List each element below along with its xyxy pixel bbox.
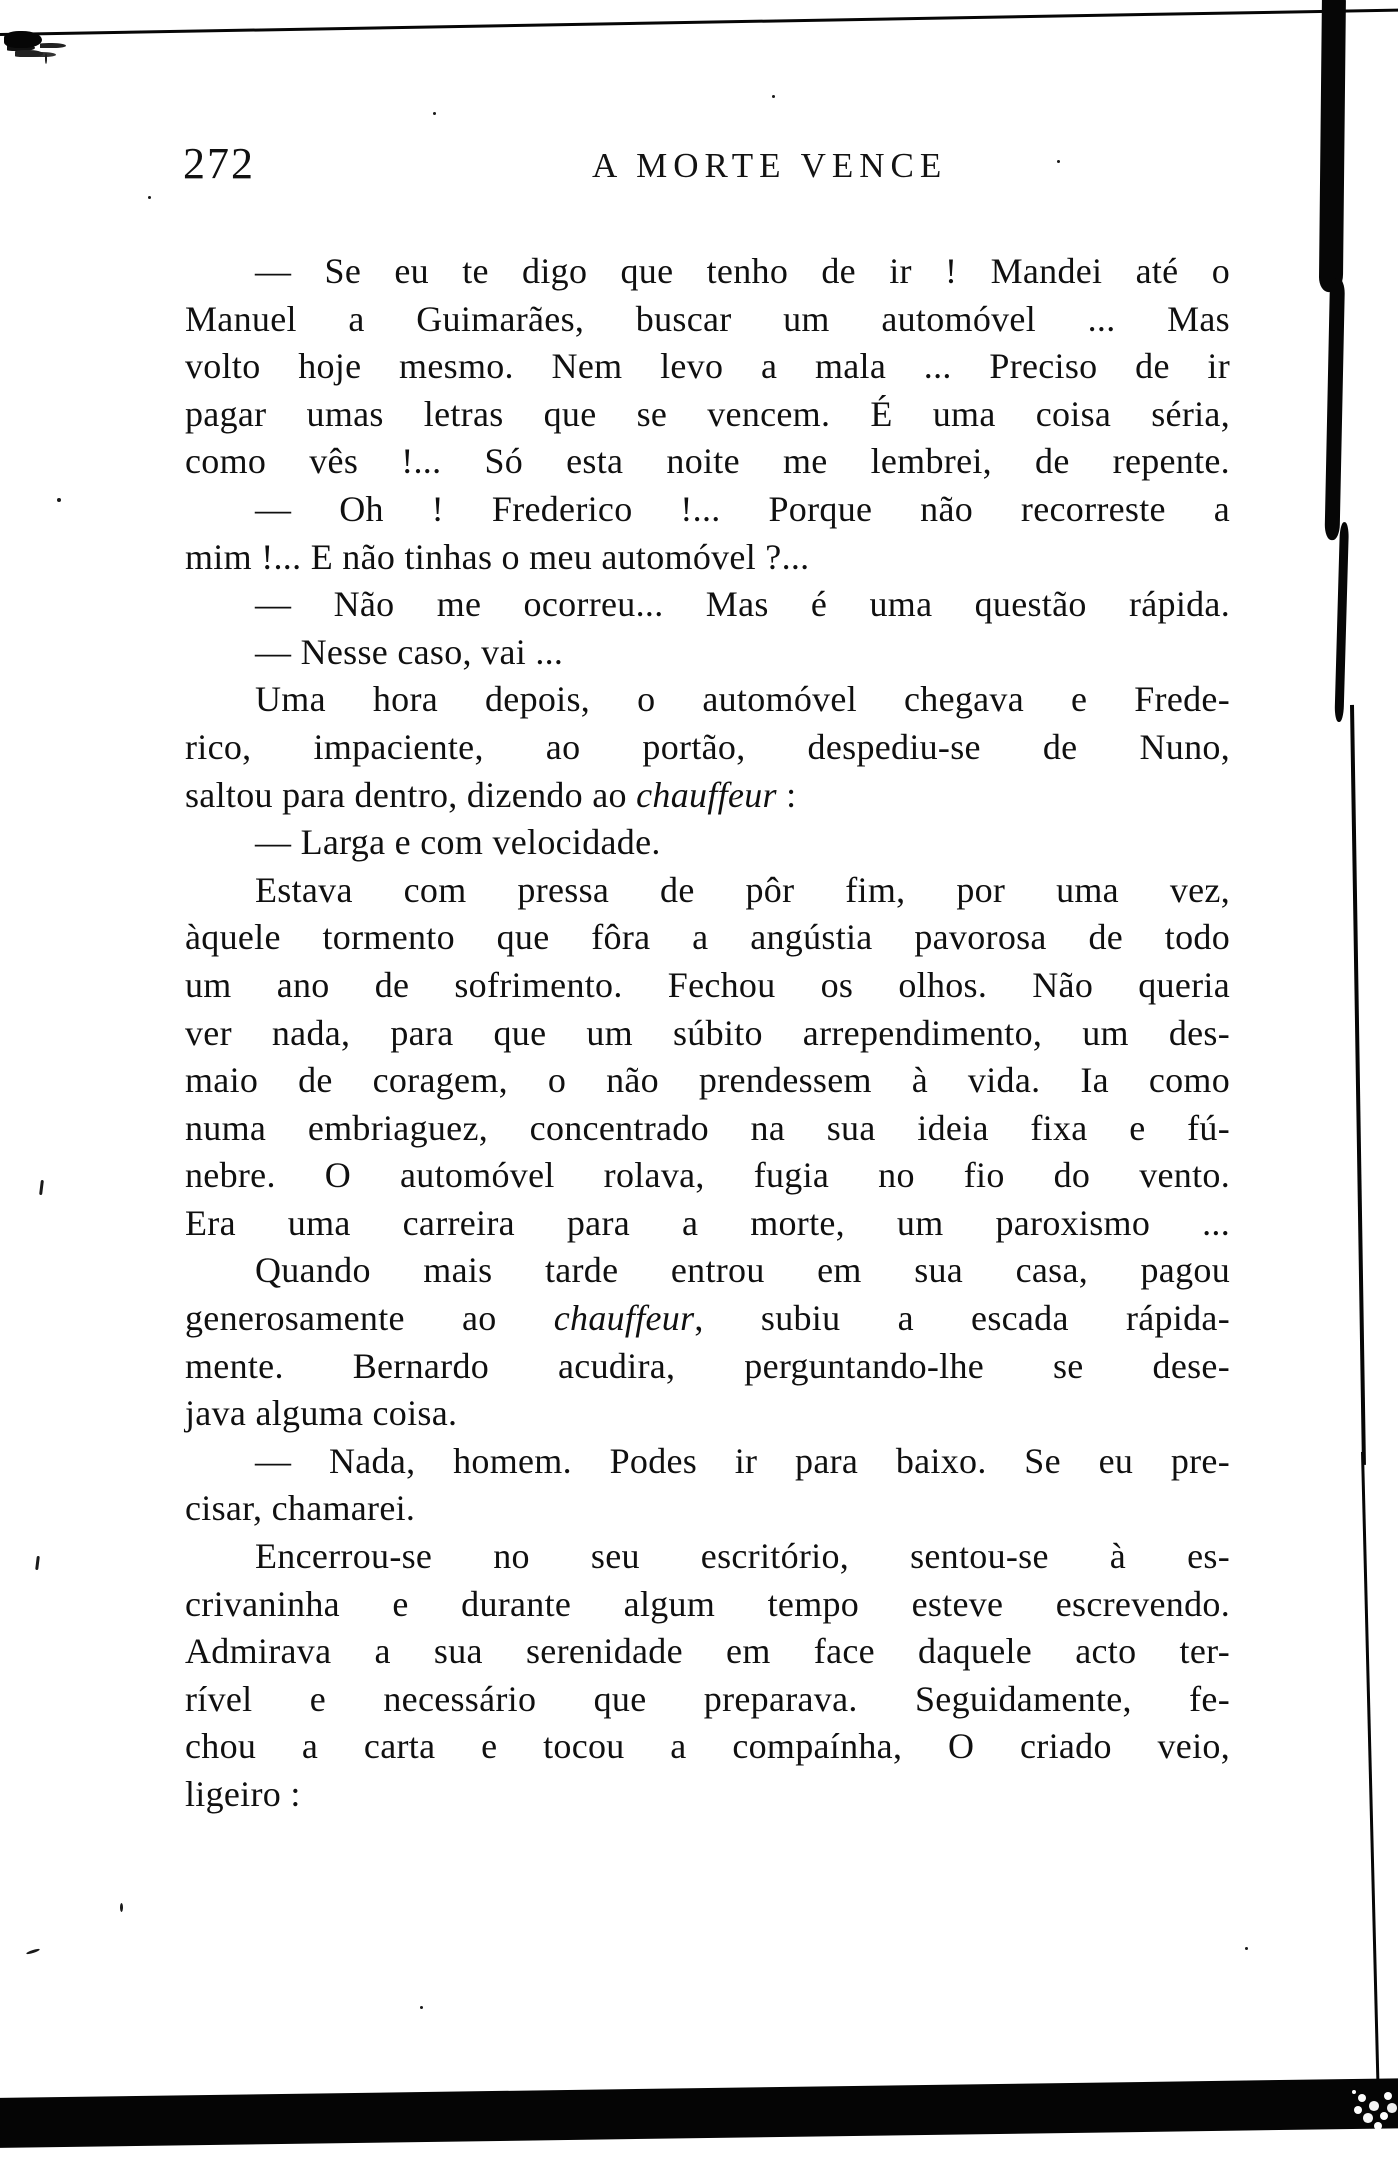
- text-line: cisar, chamarei.: [185, 1488, 416, 1529]
- ink-speck: [57, 498, 61, 502]
- text-line: ligeiro :: [185, 1774, 301, 1814]
- text-line: àquele tormento que fôra a angústia pavorosa de todo: [185, 917, 1230, 958]
- text-line: — Oh ! Frederico !... Porque não recorreste a: [255, 488, 1230, 529]
- scan-artifact-right-edge: [1325, 278, 1345, 540]
- ink-speck: [433, 112, 436, 115]
- text-block: [185, 248, 1230, 1819]
- page-number: 272: [183, 139, 255, 188]
- scan-artifact-smudge: [4, 31, 42, 48]
- text-line: — Nada, homem. Podes ir para baixo. Se eu pre-: [255, 1440, 1230, 1481]
- text-line: ver nada, para que um súbito arrependimento, um des-: [185, 1012, 1230, 1053]
- text-line: Quando mais tarde entrou em sua casa, pagou: [255, 1250, 1230, 1291]
- text-line: Admirava a sua serenidade em face daquele acto ter-: [185, 1631, 1230, 1672]
- text-line: nebre. O automóvel rolava, fugia no fio do vento.: [185, 1155, 1230, 1196]
- text-line: volto hoje mesmo. Nem levo a mala ... Preciso de ir: [185, 346, 1230, 387]
- text-line: java alguma coisa.: [185, 1393, 458, 1434]
- ink-speck: [148, 196, 151, 199]
- ink-speck: [1245, 1947, 1248, 1950]
- ink-speck: [420, 2006, 423, 2009]
- text-line: mente. Bernardo acudira, perguntando-lhe se dese-: [185, 1345, 1230, 1386]
- text-line: saltou para dentro, dizendo ao chauffeur :: [185, 774, 797, 815]
- text-line: rico, impaciente, ao portão, despediu-se de Nuno,: [185, 726, 1230, 767]
- text-line: maio de coragem, o não prendessem à vida. Ia como: [185, 1060, 1230, 1101]
- scan-artifact-right-edge: [1319, 0, 1346, 292]
- text-line: como vês !... Só esta noite me lembrei, de repente.: [185, 441, 1230, 482]
- text-line: — Não me ocorreu... Mas é uma questão rápida.: [255, 584, 1230, 625]
- text-line: generosamente ao chauffeur, subiu a escada rápida-: [185, 1298, 1230, 1339]
- text-line: Era uma carreira para a morte, um paroxismo ...: [185, 1202, 1230, 1243]
- text-line: Uma hora depois, o automóvel chegava e Frede-: [255, 679, 1230, 720]
- text-line: crivaninha e durante algum tempo esteve escrevendo.: [185, 1583, 1230, 1624]
- ink-speck: [45, 53, 47, 64]
- scan-artifact-right-edge: [1350, 705, 1366, 1465]
- scan-artifact-bottom-band: [0, 2078, 1398, 2148]
- text-line: — Nesse caso, vai ...: [255, 631, 564, 672]
- scan-artifact-top-line: [0, 8, 1398, 36]
- text-line: Encerrou-se no seu escritório, sentou-se à es-: [255, 1536, 1230, 1577]
- text-line: rível e necessário que preparava. Seguidamente, fe-: [185, 1678, 1230, 1719]
- text-line: Estava com pressa de pôr fim, por uma vez,: [255, 869, 1230, 910]
- text-line: um ano de sofrimento. Fechou os olhos. Não queria: [185, 964, 1230, 1005]
- ink-speck: [772, 95, 775, 98]
- scan-artifact-right-edge: [1361, 1452, 1380, 2100]
- ink-speck: [120, 1903, 123, 1912]
- ink-speck: [26, 1948, 40, 1955]
- ink-speck: [35, 1556, 40, 1570]
- running-title: A MORTE VENCE: [592, 146, 948, 185]
- ink-speck: [1057, 160, 1060, 163]
- text-line: — Larga e com velocidade.: [255, 822, 661, 863]
- text-line: mim !... E não tinhas o meu automóvel ?...: [185, 536, 810, 577]
- text-line: Manuel a Guimarães, buscar um automóvel ... Mas: [185, 298, 1230, 339]
- ink-speck: [39, 1180, 44, 1195]
- scan-artifact-right-edge: [1334, 522, 1349, 722]
- text-line: chou a carta e tocou a compaínha, O criado veio,: [185, 1726, 1230, 1767]
- text-line: numa embriaguez, concentrado na sua ideia fixa e fú-: [185, 1107, 1230, 1148]
- text-line: pagar umas letras que se vencem. É uma coisa séria,: [185, 393, 1230, 434]
- scan-texture: [1352, 2090, 1356, 2094]
- text-line: — Se eu te digo que tenho de ir ! Mandei até o: [255, 251, 1230, 291]
